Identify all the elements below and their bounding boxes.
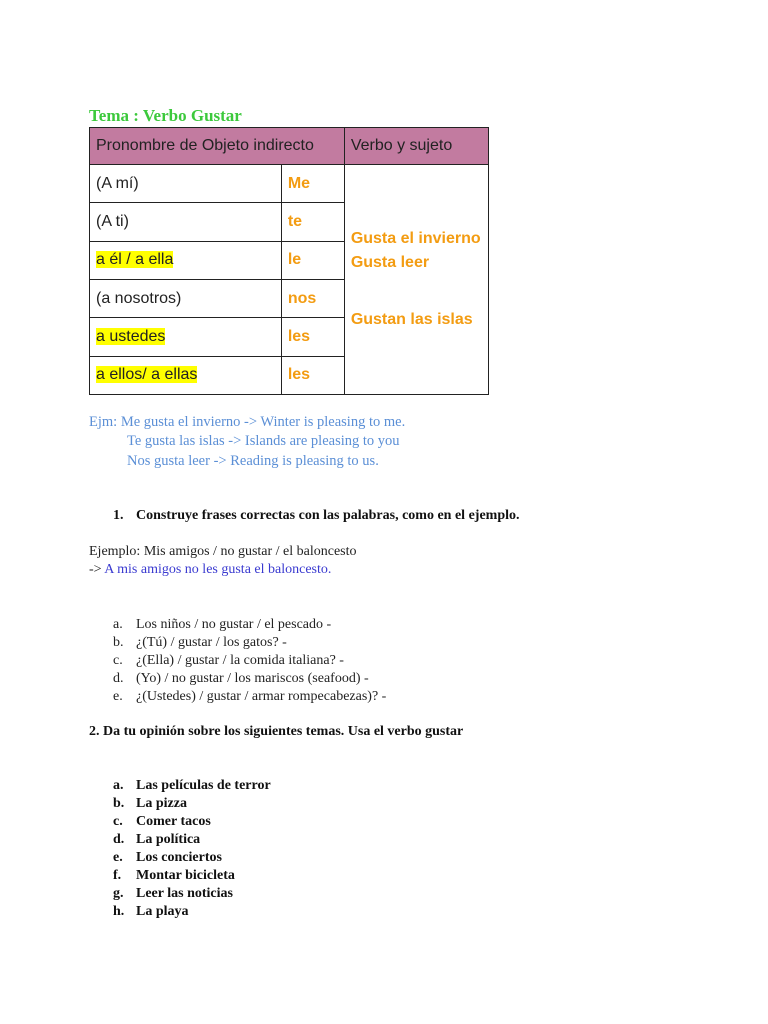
exercise1-number: 1. [113,508,124,523]
spacer [351,275,482,308]
item-marker: c. [113,814,123,829]
object-pronoun-cell: Me [281,165,344,203]
item-marker: c. [113,653,123,668]
item-marker: d. [113,832,125,847]
exercise2-instruction: 2. Da tu opinión sobre los siguientes temas. Usa el verbo gustar [89,724,464,739]
example-line: Nos gusta leer -> Reading is pleasing to us. [127,453,379,469]
item-text: La playa [136,904,189,919]
verb-line: Gusta leer [350,254,430,271]
item-text: ¿(Ella) / gustar / la comida italiana? - [136,653,344,668]
item-marker: d. [113,671,124,686]
item-text: Los conciertos [136,850,222,865]
item-text: Las películas de terror [136,778,271,793]
list-item [113,689,386,705]
pronoun-text: (A mí) [96,174,139,192]
pronoun-cell [90,241,282,279]
item-marker: a. [113,617,123,632]
object-pronoun-cell: nos [281,279,344,317]
list-item [113,671,369,687]
page-title: Tema : Verbo Gustar [89,106,242,125]
item-marker: b. [113,635,124,650]
example-line: Te gusta las islas -> Islands are pleasing to you [127,433,400,449]
table-row [90,165,489,203]
item-text: Montar bicicleta [136,868,235,883]
verb-line: Gustan las islas [350,311,473,328]
pronoun-cell [90,279,282,317]
example-answer-line [89,562,331,578]
list-item [113,653,344,669]
pronoun-cell [90,203,282,241]
list-item [113,832,200,848]
list-item [113,796,187,812]
exercise1-instruction: Construye frases correctas con las palabras, como en el ejemplo. [136,508,520,523]
item-text: Los niños / no gustar / el pescado - [136,617,332,632]
list-item [113,904,189,920]
pronoun-text: (a nosotros) [96,289,182,307]
list-item [113,868,235,884]
example-line: Ejm: Me gusta el invierno -> Winter is pleasing to me. [89,414,406,430]
list-item [113,617,331,633]
list-item [113,778,271,794]
verb-subject-cell [344,165,488,395]
header-verb: Verbo y sujeto [344,128,488,165]
table-header-row [90,128,489,165]
item-marker: b. [113,796,125,811]
item-marker: f. [113,868,122,883]
item-text: ¿(Ustedes) / gustar / armar rompecabezas)? - [136,689,387,704]
pronoun-cell [90,356,282,394]
object-pronoun-cell: les [281,318,344,356]
example-answer: A mis amigos no les gusta el baloncesto. [104,562,332,577]
pronoun-text-highlighted: a él / a ella [96,251,174,269]
example-prompt: Ejemplo: Mis amigos / no gustar / el baloncesto [89,544,357,559]
object-pronoun-cell: les [281,356,344,394]
object-pronoun-cell: te [281,203,344,241]
object-pronoun-cell: le [281,241,344,279]
item-text: Leer las noticias [136,886,233,901]
item-marker: h. [113,904,125,919]
list-item [113,850,222,866]
list-item [113,886,233,902]
item-text: Comer tacos [136,814,211,829]
arrow-text: -> [89,562,102,577]
item-marker: e. [113,689,123,704]
list-item [113,635,287,651]
item-marker: e. [113,850,123,865]
item-text: (Yo) / no gustar / los mariscos (seafood) - [136,671,369,686]
pronoun-text-highlighted: a ustedes [96,327,166,345]
header-pronoun: Pronombre de Objeto indirecto [90,128,345,165]
item-text: La política [136,832,201,847]
item-text: La pizza [136,796,187,811]
verb-table [89,127,489,395]
pronoun-text: (A ti) [96,212,129,230]
verb-line: Gusta el invierno [350,230,481,247]
item-text: ¿(Tú) / gustar / los gatos? - [136,635,287,650]
item-marker: a. [113,778,124,793]
pronoun-cell [90,318,282,356]
item-marker: g. [113,886,124,901]
list-item [113,814,211,830]
pronoun-text-highlighted: a ellos/ a ellas [96,366,198,384]
pronoun-cell [90,165,282,203]
